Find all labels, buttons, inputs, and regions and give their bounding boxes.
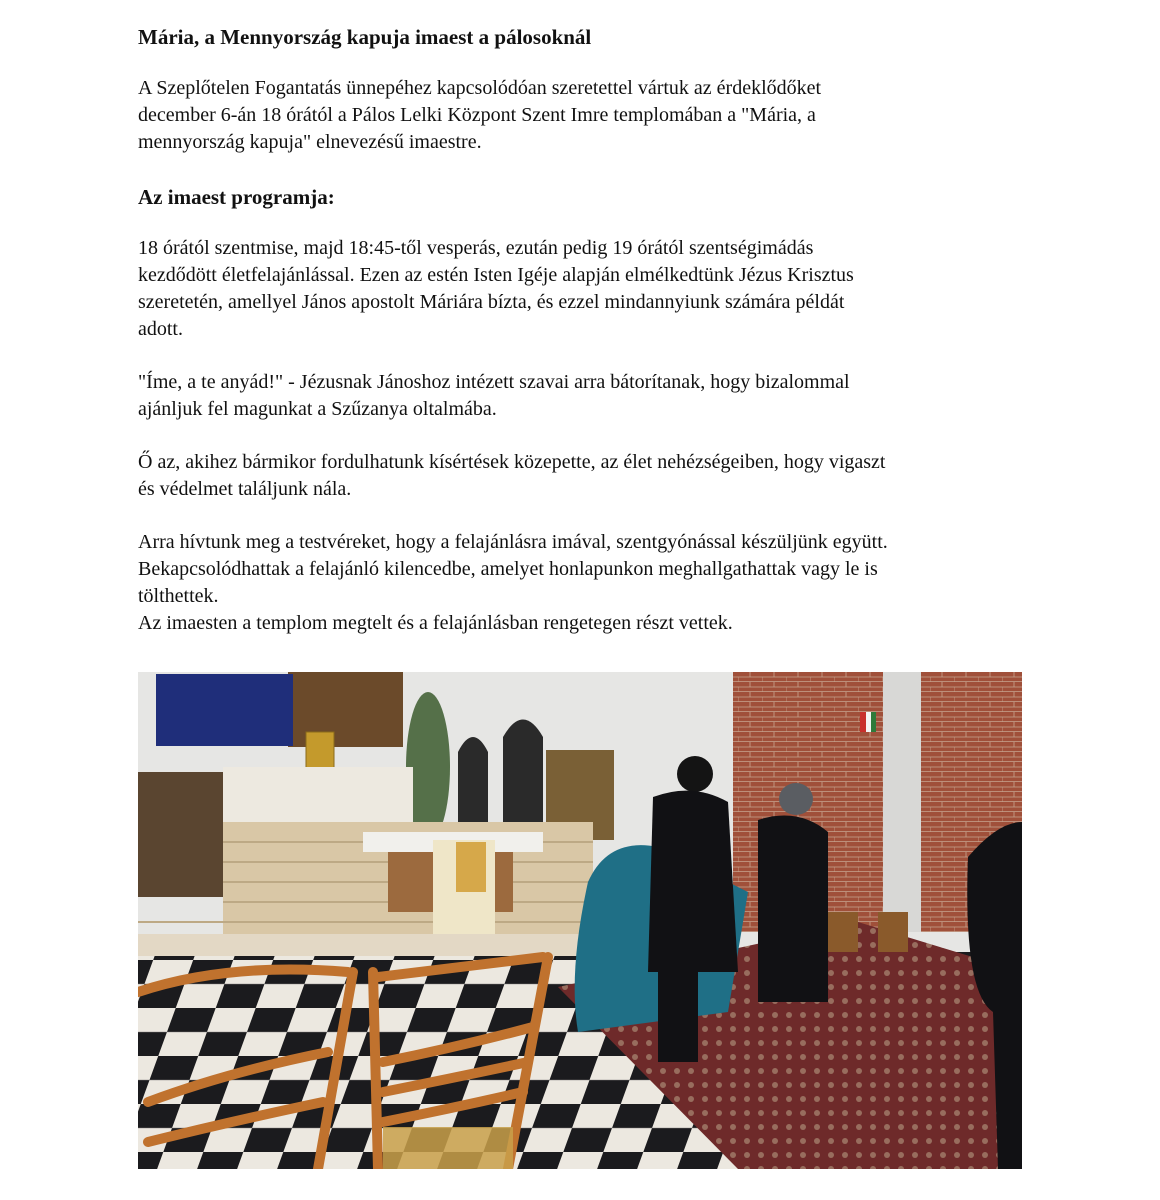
chair [828, 912, 858, 952]
person-legs [658, 972, 698, 1062]
intro-line: mennyország kapuja" elnevezésű imaestre. [138, 131, 482, 153]
quote-line: "Íme, a te anyád!" - Jézusnak Jánoshoz intézett szavai arra bátorítanak, hogy bizalommal [138, 371, 850, 393]
invitation-line: Az imaesten a templom megtelt és a felajánlásban rengetegen részt vettek. [138, 612, 733, 634]
article [138, 22, 1038, 637]
intro-line: december 6-án 18 órától a Pálos Lelki Központ Szent Imre templomában a "Mária, a [138, 104, 816, 126]
blue-banner [156, 674, 293, 746]
person-coat [648, 791, 738, 972]
person-head [779, 783, 813, 815]
chair [878, 912, 908, 952]
refuge-line: és védelmet találjunk nála. [138, 478, 352, 500]
article-title: Mária, a Mennyország kapuja imaest a pálosoknál [138, 25, 592, 49]
refuge-line: Ő az, akihez bármikor fordulhatunk kísértések közepette, az élet nehézségeiben, hogy vigaszt [138, 451, 886, 473]
flag [866, 712, 871, 732]
program-heading: Az imaest programja: [138, 185, 335, 209]
program-line: adott. [138, 318, 183, 340]
mary-icon [456, 842, 486, 892]
program-line: 18 órától szentmise, majd 18:45-től vesperás, ezután pedig 19 órától szentségimádás [138, 237, 814, 259]
program-line: szeretetén, amellyel János apostolt Máriára bízta, és ezzel mindannyiunk számára példát [138, 291, 845, 313]
program-line: kezdődött életfelajánlással. Ezen az estén Isten Igéje alapján elmélkedtünk Jézus Krisztus [138, 264, 854, 286]
person-coat [758, 816, 828, 1002]
person-head [677, 756, 713, 792]
golden-icon [306, 732, 334, 770]
high-altar [223, 767, 413, 822]
invitation-line: tölthettek. [138, 585, 219, 607]
pillar [883, 672, 921, 932]
church-photo [138, 672, 1022, 1169]
ambo [138, 772, 223, 897]
church-interior-illustration [138, 672, 1022, 1169]
invitation-line: Arra hívtunk meg a testvéreket, hogy a felajánlásra imával, szentgyónással készüljünk együtt. [138, 531, 888, 553]
chair-seat [383, 1127, 513, 1169]
flag [860, 712, 866, 732]
invitation-line: Bekapcsolódhattak a felajánló kilencedbe, amelyet honlapunkon meghallgathattak vagy le is [138, 558, 878, 580]
quote-line: ajánljuk fel magunkat a Szűzanya oltalmába. [138, 398, 497, 420]
flag [871, 712, 876, 732]
intro-line: A Szeplőtelen Fogantatás ünnepéhez kapcsolódóan szeretettel vártuk az érdeklődőket [138, 77, 822, 99]
altarpiece [288, 672, 403, 747]
